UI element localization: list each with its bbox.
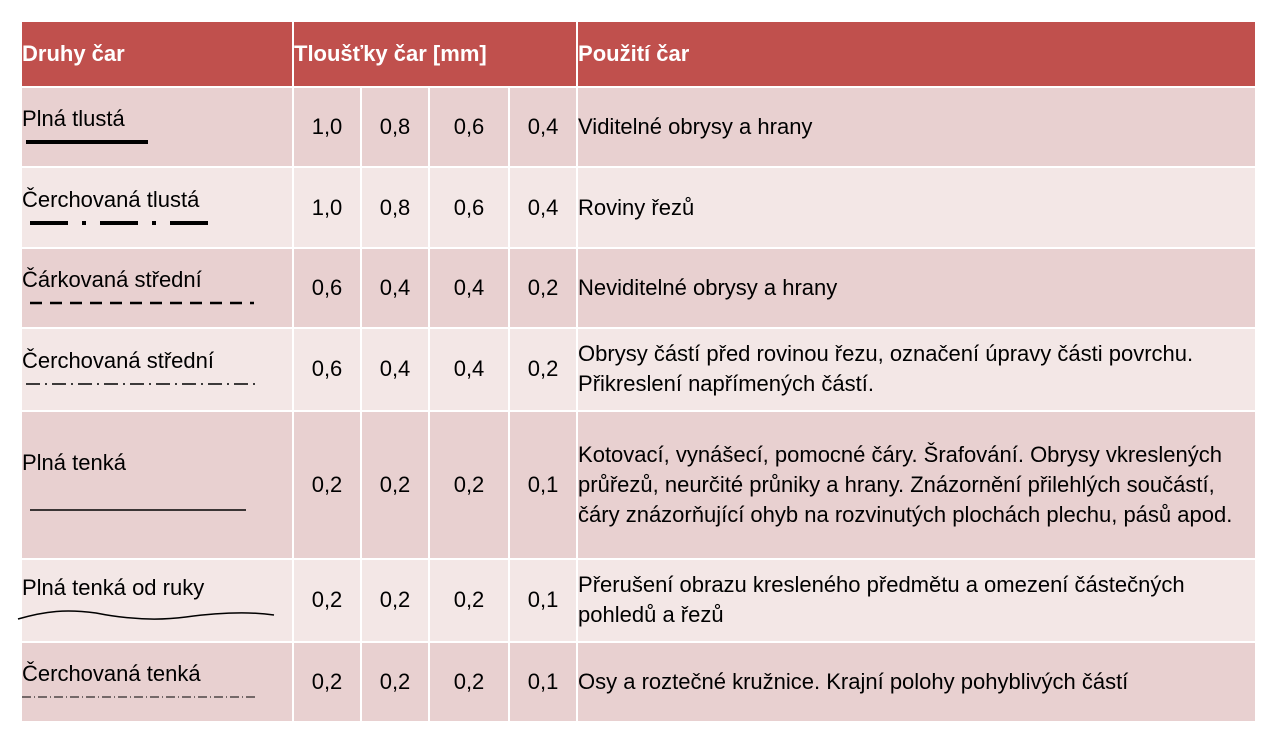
header-usage: Použití čar <box>577 21 1256 87</box>
usage-text: Neviditelné obrysy a hrany <box>577 248 1256 328</box>
table-row <box>21 167 1256 247</box>
thickness-value: 0,1 <box>509 642 577 722</box>
line-type-cell <box>21 559 293 641</box>
usage-text: Obrysy částí před rovinou řezu, označení úpravy části povrchu. Přikreslení napřímených částí. <box>577 328 1256 410</box>
thickness-value: 0,6 <box>293 248 361 328</box>
thickness-value: 0,4 <box>429 328 509 410</box>
line-type-cell <box>21 328 293 410</box>
thickness-value: 0,2 <box>361 411 429 560</box>
line-type-label: Čerchovaná tlustá <box>22 186 200 212</box>
thickness-value: 0,1 <box>509 559 577 641</box>
thin-solid-line-sample <box>22 480 272 520</box>
usage-text: Osy a roztečné kružnice. Krajní polohy pohyblivých částí <box>577 642 1256 722</box>
thickness-value: 0,2 <box>429 559 509 641</box>
thickness-value: 0,2 <box>429 642 509 722</box>
table-row <box>21 642 1256 722</box>
line-type-label: Čerchovaná tenká <box>22 660 201 686</box>
header-thickness: Tloušťky čar [mm] <box>293 21 577 87</box>
thickness-value: 0,6 <box>429 87 509 167</box>
usage-text: Přerušení obrazu kresleného předmětu a omezení částečných pohledů a řezů <box>577 559 1256 641</box>
line-type-cell <box>21 167 293 247</box>
thickness-value: 0,2 <box>293 642 361 722</box>
line-type-cell <box>21 248 293 328</box>
table-row <box>21 328 1256 410</box>
thickness-value: 0,2 <box>429 411 509 560</box>
usage-text: Viditelné obrysy a hrany <box>577 87 1256 167</box>
medium-dashed-line-sample <box>22 297 272 309</box>
thickness-value: 0,1 <box>509 411 577 560</box>
thickness-value: 0,4 <box>509 87 577 167</box>
header-line-types: Druhy čar <box>21 21 293 87</box>
header-row <box>21 21 1256 87</box>
line-type-cell <box>21 411 293 560</box>
table-row <box>21 248 1256 328</box>
thickness-value: 0,6 <box>293 328 361 410</box>
line-type-label: Čárkovaná střední <box>22 266 202 292</box>
thickness-value: 0,2 <box>361 559 429 641</box>
medium-dash-dot-line-sample <box>22 378 272 390</box>
line-type-label: Čerchovaná střední <box>22 348 214 374</box>
thickness-value: 0,4 <box>361 328 429 410</box>
usage-text: Roviny řezů <box>577 167 1256 247</box>
usage-text: Kotovací, vynášecí, pomocné čáry. Šrafování. Obrysy vkreslených průřezů, neurčité průniky a hrany. Znázornění přilehlých součástí, čáry znázorňující ohyb na rozvinutých plochách plechu, pásů apod. <box>577 411 1256 560</box>
table-row <box>21 87 1256 167</box>
table-row <box>21 559 1256 641</box>
thickness-value: 0,8 <box>361 87 429 167</box>
thickness-value: 1,0 <box>293 87 361 167</box>
thickness-value: 1,0 <box>293 167 361 247</box>
thickness-value: 0,2 <box>509 248 577 328</box>
thickness-value: 0,8 <box>361 167 429 247</box>
freehand-line-sample <box>16 605 278 625</box>
thickness-value: 0,2 <box>361 642 429 722</box>
thickness-value: 0,2 <box>293 559 361 641</box>
thickness-value: 0,6 <box>429 167 509 247</box>
line-type-label: Plná tenká <box>22 449 126 475</box>
thick-dash-dot-line-sample <box>22 217 272 229</box>
line-type-label: Plná tenká od ruky <box>22 575 205 601</box>
table-row <box>21 411 1256 560</box>
thickness-value: 0,4 <box>361 248 429 328</box>
thickness-value: 0,4 <box>509 167 577 247</box>
line-type-label: Plná tlustá <box>22 106 125 132</box>
thick-solid-line-sample <box>22 136 272 148</box>
line-types-table <box>20 20 1257 723</box>
line-type-cell <box>21 87 293 167</box>
line-type-cell <box>21 642 293 722</box>
thin-dash-dot-line-sample <box>22 691 272 703</box>
thickness-value: 0,2 <box>293 411 361 560</box>
thickness-value: 0,4 <box>429 248 509 328</box>
thickness-value: 0,2 <box>509 328 577 410</box>
